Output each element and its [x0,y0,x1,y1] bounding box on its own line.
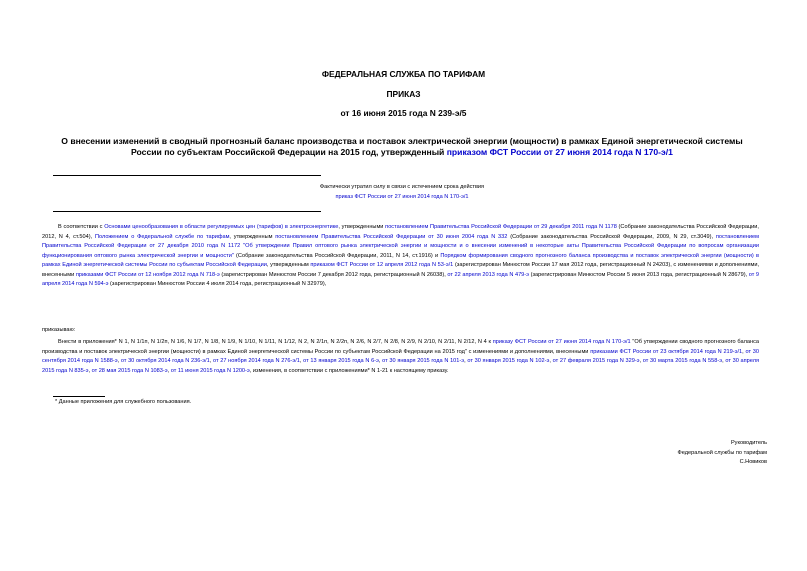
link-order-102[interactable]: от 30 января 2015 года N 102-э [467,358,550,364]
link-order-558[interactable]: от 30 марта 2015 года N 558-э [642,358,723,364]
document-title [52,136,752,158]
link-order-1588[interactable]: от 30 сентября 2014 года N 1588-э [42,348,760,364]
link-fts-regulation[interactable]: Положением о Федеральной службе по тарифам [94,233,230,240]
link-order-1200[interactable]: от 11 июня 2015 года N 1200-э [170,367,250,374]
link-order-718[interactable]: приказами ФСТ России от 12 ноября 2012 года N 718-э [75,271,220,278]
link-order-329[interactable]: от 27 февраля 2015 года N 329-э [552,358,640,364]
text-run: , [549,358,553,364]
footnote: * Данные приложения для служебного пользования. [55,399,192,405]
text-run: В соответствии с [58,224,105,230]
text-run: , утвержденным [266,262,311,268]
text-run: (Собрание законодательства Российской Федерации, 2011, N 14, ст.1916) и [233,252,441,259]
title-link[interactable]: приказом ФСТ России от 27 июня 2014 года N 170-э/1 [446,147,673,157]
link-order-236[interactable]: от 30 октября 2014 года N 236-э/1 [120,358,210,364]
text-run: (зарегистрирован Минюстом России 5 июня 2013 года, регистрационный N 28679), [529,271,749,278]
link-order-276[interactable]: от 27 ноября 2014 года N 276-э/1 [212,358,300,364]
text-run: (зарегистрирован Минюстом России 17 мая 2012 года, регистрационный N 24203), с изменениями и дополнениями, внесенными [42,262,759,278]
text-run: , утвержденным [229,233,276,240]
link-order-219[interactable]: приказами ФСТ России от 23 октября 2014 года N 219-э/1 [590,348,743,355]
order-word: приказываю: [42,327,76,333]
agency-name: ФЕДЕРАЛЬНАЯ СЛУЖБА ПО ТАРИФАМ [321,69,486,79]
text-run: , [88,367,92,374]
link-balance-procedure[interactable]: Порядком формирования сводного прогнозного баланса производства и поставок электрической энергии (мощности) в рамках Единой энергетической системы России по субъектам Российской Федерации [42,252,759,268]
text-run: (Собрание законодательства Российской Федерации, 2009, N 29, ст.3049), [507,233,716,240]
text-run: (зарегистрирован Минюстом России 4 июля 2014 года, регистрационный N 32979), [108,281,327,287]
text-run: , [378,358,383,364]
link-order-6[interactable]: от 13 января 2015 года N 6-э [303,358,379,364]
link-order-101[interactable]: от 30 января 2015 года N 101-э [382,358,465,364]
text-run: , [167,367,171,374]
link-order-53[interactable]: приказом ФСТ России от 12 апреля 2012 года N 53-э/1 [310,262,454,268]
link-decree-1172[interactable]: постановлением Правительства Российской Федерации от 27 декабря 2010 года N 1172 "Об утверждении Правил оптового рынка электрической энергии и мощности и о внесении изменений в некоторые акты Правительства Российской Федерации по вопросам организации функционирования оптового рынка электрической энергии и мощности" [42,233,759,259]
text-run: , [722,358,726,364]
link-decree-1178[interactable]: постановлением Правительства Российской Федерации от 29 декабря 2011 года N 1178 [385,224,617,230]
text-run: , [639,358,643,364]
signature-name: С.Новиков [739,459,767,466]
text-run: , [117,358,121,364]
link-decree-332[interactable]: постановлением Правительства Российской Федерации от 30 июня 2004 года N 332 [275,233,508,240]
text-run: (Собрание законодательства Российской Федерации, 2012, N 4, ст.504), [42,224,759,240]
link-pricing-basics[interactable]: Основами ценообразования в области регулируемых цен (тарифов) в электроэнергетике [104,224,339,230]
text-run: "Об утверждении сводного прогнозного баланса производства и поставок электрической энергии (мощности) в рамках Единой энергетической системы России по субъектам Российской Федерации на 2015 год" с изменениями и дополнениями, внесенными [42,339,759,355]
document-date-number: от 16 июня 2015 года N 239-э/5 [340,108,467,118]
link-order-835[interactable]: от 30 апреля 2015 года N 835-э [42,358,759,374]
link-order-479[interactable]: от 22 апреля 2013 года N 479-э [447,271,530,278]
text-run: , изменения, в соответствии с приложениями* N 1-21 к настоящему приказу. [249,367,449,374]
text-run: , [209,358,213,364]
order-paragraph [42,338,759,376]
signature-agency: Федеральной службы по тарифам [677,449,767,456]
link-order-594[interactable]: от 9 апреля 2014 года N 594-э [42,271,759,287]
title-text: О внесении изменений в сводный прогнозный баланс производства и поставок электрической энергии (мощности) в рамках Единой энергетической системы России по субъектам Российской Федерации на 2015 год, утвержденный [61,136,743,157]
signature-block [567,439,767,468]
status-note-link[interactable]: приказ ФСТ России от 27 июня 2014 года N 170-э/1 [335,193,469,200]
footnote-rule [53,396,105,397]
signature-position: Руководитель [730,440,767,446]
link-order-1083[interactable]: от 28 мая 2015 года N 1083-э [91,367,168,374]
text-run: (зарегистрирован Минюстом России 7 декабря 2012 года, регистрационный N 26038), [219,271,448,278]
status-bottom-rule [53,211,321,212]
document-type: ПРИКАЗ [386,89,421,99]
status-top-rule [53,175,321,176]
status-note-text: Фактически утратил силу в связи с истечением срока действия [319,184,485,190]
preamble-paragraph [42,223,759,290]
text-run: , [742,348,746,355]
text-run: Внести в приложения* N 1, N 1/1п, N 1/2п, N 1/6, N 1/7, N 1/8, N 1/9, N 1/10, N 1/11, N 1/12, N 2, N 2/1п, N 2/2п, N 2/6, N 2/7, N 2/8, N 2/9, N 2/10, N 2/11, N 2/12, N 4 к [58,339,493,345]
status-note [287,183,517,202]
link-order-170[interactable]: приказу ФСТ России от 27 июня 2014 года N 170-э/1 [492,339,631,345]
text-run: , утвержденными [338,224,386,230]
text-run: , [464,358,468,364]
text-run: , [299,358,304,364]
